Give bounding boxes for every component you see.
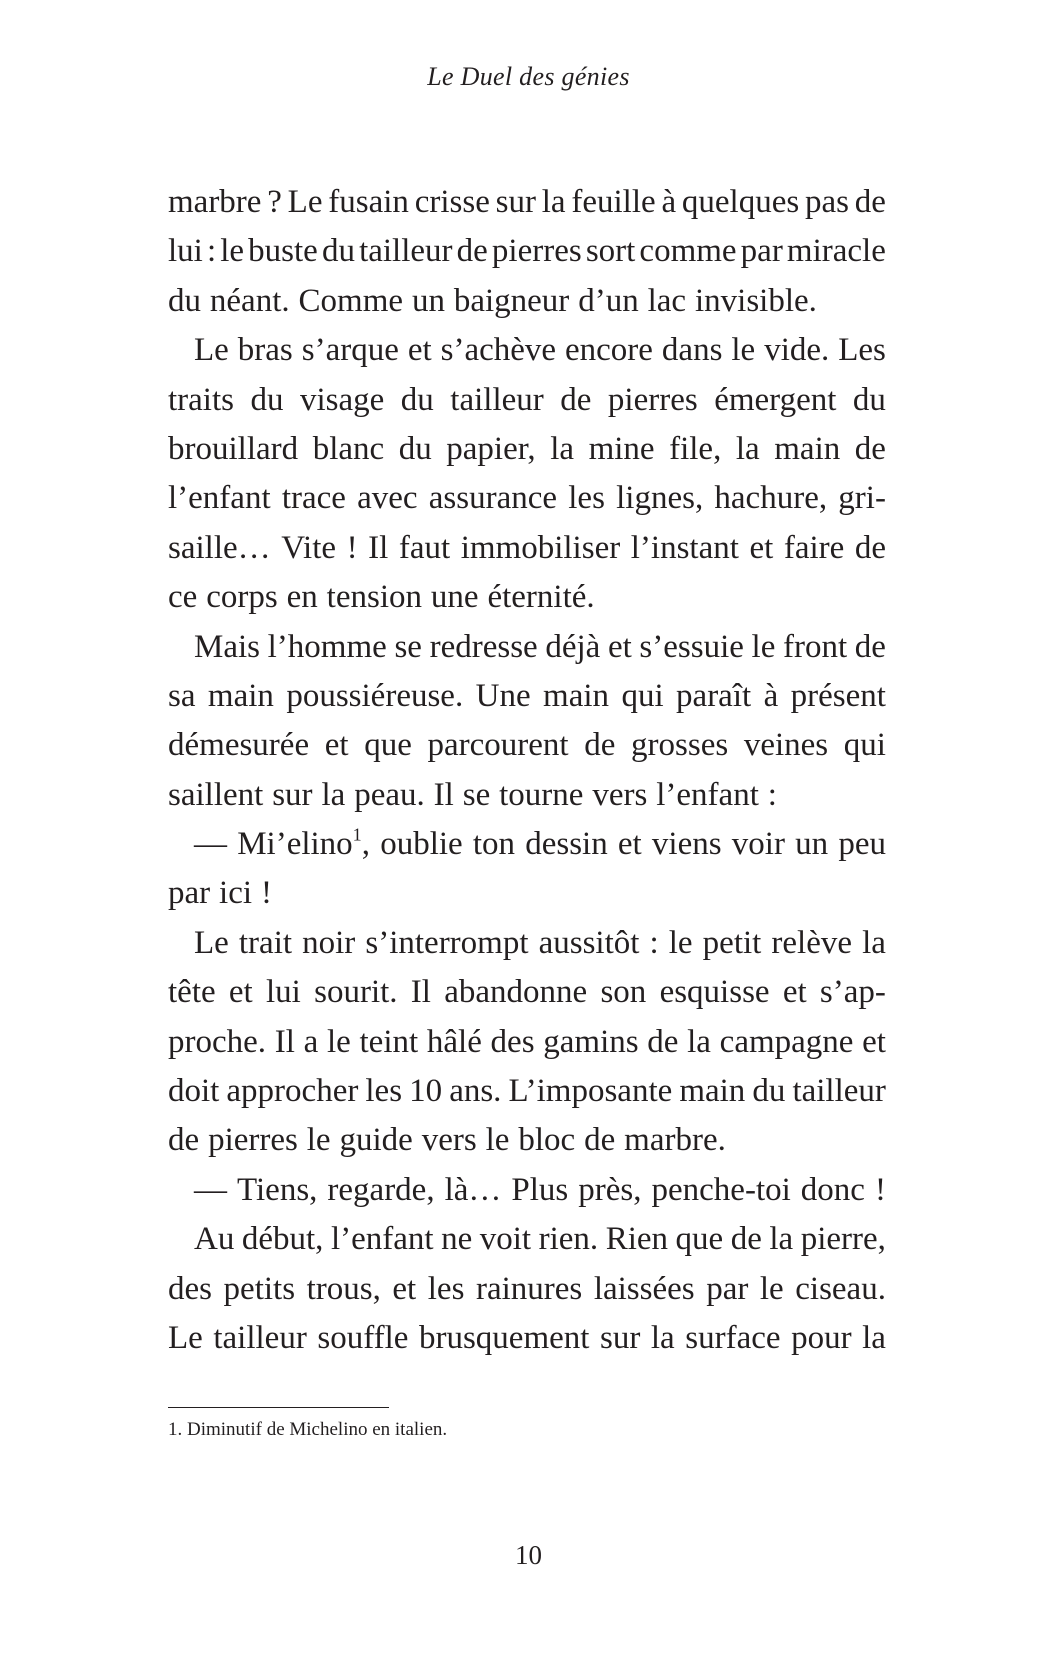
text-line: Le trait noir s’interrompt aussitôt : le petit relève la (194, 924, 886, 961)
text-line: proche. Il a le teint hâlé des gamins de la campagne et (168, 1023, 886, 1060)
text-line: ce corps en tension une éternité. (168, 579, 595, 616)
text-line: — Tiens, regarde, là… Plus près, penche-toi donc ! (194, 1171, 886, 1208)
text-line: saille… Vite ! Il faut immobiliser l’instant et faire de (168, 529, 886, 566)
text-line: saillent sur la peau. Il se tourne vers l’enfant : (168, 776, 777, 813)
text-line: lui : le buste du tailleur de pierres sort comme par miracle (168, 233, 886, 270)
footnote: 1. Diminutif de Michelino en italien. (168, 1419, 448, 1440)
text-line: Mais l’homme se redresse déjà et s’essuie le front de (194, 628, 886, 665)
text-line: doit approcher les 10 ans. L’imposante main du tailleur (168, 1073, 886, 1110)
text-line: du néant. Comme un baigneur d’un lac invisible. (168, 282, 817, 319)
text-line: — Mi’elino$^1$, oublie ton dessin et viens voir un peu (194, 824, 886, 863)
text-line: marbre ? Le fusain crisse sur la feuille à quelques pas de (168, 184, 886, 220)
text-line: démesurée et que parcourent de grosses veines qui (168, 727, 886, 764)
footnote-separator (168, 1407, 389, 1408)
body-text (168, 178, 886, 1363)
text-line: par ici ! (168, 875, 272, 912)
text-line: sa main poussiéreuse. Une main qui paraît à présent (168, 677, 886, 714)
text-line: Au début, l’enfant ne voit rien. Rien que de la pierre, (194, 1221, 886, 1258)
text-line: l’enfant trace avec assurance les lignes, hachure, gri- (168, 480, 886, 517)
running-title: Le Duel des génies (427, 62, 630, 91)
text-line: Le tailleur souffle brusquement sur la surface pour la (168, 1319, 886, 1356)
text-line: des petits trous, et les rainures laissées par le ciseau. (168, 1270, 886, 1307)
text-line: de pierres le guide vers le bloc de marbre. (168, 1122, 726, 1159)
page-number: 10 (515, 1540, 542, 1570)
text-line: tête et lui sourit. Il abandonne son esquisse et s’ap- (168, 974, 886, 1011)
footnote-marker: 1 (352, 824, 362, 845)
text-line: traits du visage du tailleur de pierres émergent du (168, 381, 886, 418)
text-line: brouillard blanc du papier, la mine file, la main de (168, 430, 886, 467)
text-line: Le bras s’arque et s’achève encore dans le vide. Les (194, 332, 886, 369)
